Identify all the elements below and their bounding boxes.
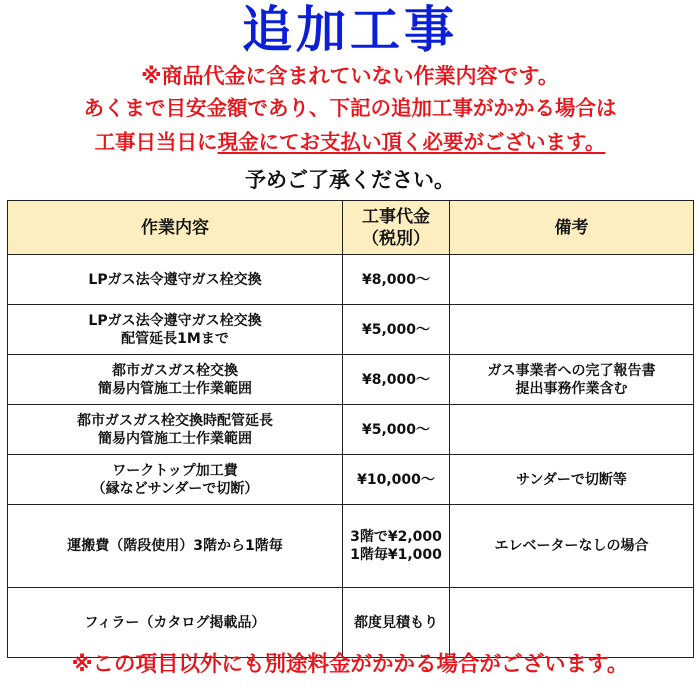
cell-work-line: 簡易内管施工士作業範囲 [98,380,252,397]
cell-work-line: 運搬費（階段使用）3階から1階毎 [67,538,283,554]
fee-table [7,200,694,658]
cell-work [8,455,343,505]
header-cost-line1: 工事代金 [362,206,430,227]
cell-remarks [450,588,694,658]
cell-remarks-line: サンダーで切断等 [516,471,627,488]
cell-price [343,305,450,355]
cell-remarks [450,355,694,405]
cell-remarks-line: ガス事業者への完了報告書 [487,362,656,379]
notice-line-3 [0,128,700,156]
cell-work-line: 配管延長1Mまで [121,330,229,347]
table-row [8,355,694,405]
cell-remarks [450,505,694,588]
cell-work-line: ワークトップ加工費 [112,462,238,479]
cell-price-line: ¥8,000～ [361,371,431,388]
page-title: 追加工事 [242,1,458,59]
cell-price-line: ¥5,000～ [361,421,431,438]
cell-price [343,255,450,305]
table-row [8,405,694,455]
cell-price-line: 1階毎¥1,000 [350,547,442,563]
cell-price-line: ¥5,000～ [361,321,431,338]
cell-price-line: 3階で¥2,000 [350,529,442,545]
notice-line-2: あくまで目安金額であり、下記の追加工事がかかる場合は [83,96,617,120]
header-cost-line2: （税別） [362,228,430,249]
table-row [8,455,694,505]
notice-line-3-underlined: 現金にてお支払い頂く必要がございます。 [217,130,606,154]
cell-work [8,305,343,355]
table-header-row [8,201,694,255]
cell-price [343,455,450,505]
cell-remarks-line: 提出事務作業含む [515,380,628,397]
cell-work-line: （縁などサンダーで切断） [91,480,259,497]
table-row [8,588,694,658]
cell-price [343,405,450,455]
header-cost [343,201,450,255]
cell-price [343,505,450,588]
cell-remarks [450,255,694,305]
cell-remarks [450,305,694,355]
footer-notice: ※この項目以外にも別途料金がかかる場合がございます。 [71,652,629,677]
cell-work-line: 都市ガスガス栓交換時配管延長 [77,412,273,429]
cell-price-line: ¥8,000～ [361,271,431,288]
header-remarks: 備考 [450,201,694,255]
cell-work-line: フィラー（カタログ掲載品） [84,614,266,631]
cell-price [343,588,450,658]
table-row [8,505,694,588]
cell-work [8,505,343,588]
notice-line-1: ※商品代金に含まれていない作業内容です。 [141,64,559,88]
cell-work-line: 簡易内管施工士作業範囲 [98,430,252,447]
table-row [8,255,694,305]
cell-remarks [450,455,694,505]
cell-work-line: 都市ガスガス栓交換 [112,362,238,379]
cell-work-line: LPガス法令遵守ガス栓交換 [88,312,262,329]
cell-work [8,405,343,455]
notice-line-3-prefix: 工事日当日に [94,130,218,154]
fee-table-body [8,255,694,658]
header-work: 作業内容 [8,201,343,255]
cell-price-line: 都度見積もり [354,614,438,631]
cell-work [8,355,343,405]
cell-price [343,355,450,405]
cell-work-line: LPガス法令遵守ガス栓交換 [88,271,262,288]
cell-work [8,255,343,305]
table-row [8,305,694,355]
notice-line-4: 予めご了承ください。 [245,168,455,192]
cell-remarks [450,405,694,455]
cell-remarks-line: エレベーターなしの場合 [494,538,649,554]
cell-price-line: ¥10,000～ [357,471,435,488]
cell-work [8,588,343,658]
